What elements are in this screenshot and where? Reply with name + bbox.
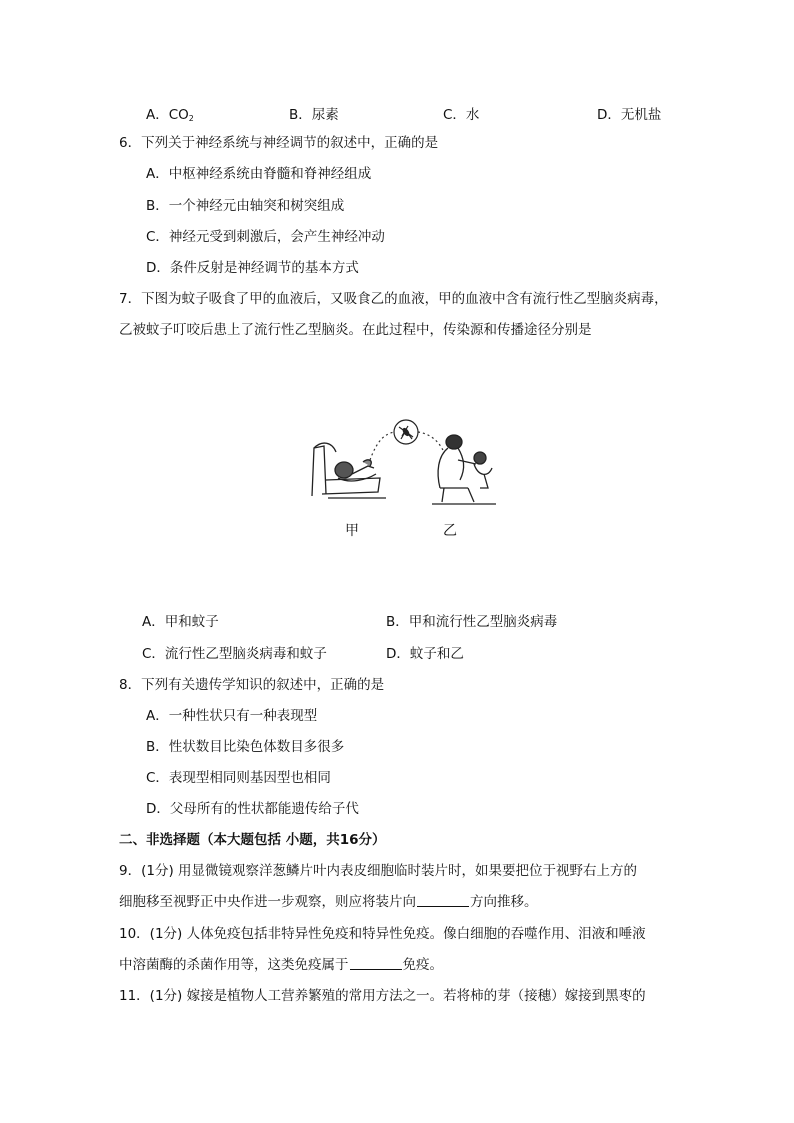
mosquito-transmission-illustration — [308, 418, 498, 508]
q8-stem: 8．下列有关遗传学知识的叙述中，正确的是 — [119, 677, 385, 693]
q8-option-c: C．表现型相同则基因型也相同 — [146, 770, 331, 786]
q8-option-b: B．性状数目比染色体数目多很多 — [146, 739, 345, 755]
q10-answer-blank — [350, 957, 402, 970]
q6-option-b: B．一个神经元由轴突和树突组成 — [146, 198, 345, 214]
q9-answer-blank — [417, 894, 469, 907]
q9-line2: 细胞移至视野正中央作进一步观察，则应将装片向 方向推移。 — [119, 894, 538, 910]
q5-option-d: D．无机盐 — [597, 107, 662, 123]
q5-option-a: A．CO2 — [146, 107, 194, 123]
q7-stem-line1: 7．下图为蚊子吸食了甲的血液后，又吸食乙的血液，甲的血液中含有流行性乙型脑炎病毒， — [119, 291, 668, 307]
mosquito-icon — [394, 420, 418, 444]
q7-option-a: A．甲和蚊子 — [142, 614, 219, 630]
q5-option-c: C．水 — [443, 107, 480, 123]
q6-option-a: A．中枢神经系统由脊髓和脊神经组成 — [146, 166, 372, 182]
figure-label-yi: 乙 — [443, 523, 457, 539]
q8-option-d: D．父母所有的性状都能遗传给子代 — [146, 801, 359, 817]
q7-option-c: C．流行性乙型脑炎病毒和蚊子 — [142, 646, 327, 662]
q5-option-b: B．尿素 — [289, 107, 339, 123]
q10-line1: 10．(1分) 人体免疫包括非特异性免疫和特异性免疫。像白细胞的吞噬作用、泪液和唾液 — [119, 926, 646, 942]
q7-stem-line2: 乙被蚊子叮咬后患上了流行性乙型脑炎。在此过程中，传染源和传播途径分别是 — [119, 322, 592, 338]
sleeping-person-icon — [312, 443, 386, 498]
mother-and-child-icon — [432, 435, 496, 504]
q9-line1: 9．(1分) 用显微镜观察洋葱鳞片叶内表皮细胞临时装片时，如果要把位于视野右上方的 — [119, 863, 638, 879]
figure-label-jia: 甲 — [345, 523, 359, 539]
section2-heading: 二、非选择题（本大题包括 小题，共16分） — [119, 832, 386, 848]
q11-line1: 11．(1分) 嫁接是植物人工营养繁殖的常用方法之一。若将柿的芽（接穗）嫁接到黑枣的 — [119, 988, 646, 1004]
q7-option-b: B．甲和流行性乙型脑炎病毒 — [386, 614, 558, 630]
q6-option-c: C．神经元受到刺激后，会产生神经冲动 — [146, 229, 385, 245]
q8-option-a: A．一种性状只有一种表现型 — [146, 708, 318, 724]
q6-stem: 6．下列关于神经系统与神经调节的叙述中，正确的是 — [119, 135, 439, 151]
q6-option-d: D．条件反射是神经调节的基本方式 — [146, 260, 359, 276]
q7-option-d: D．蚊子和乙 — [386, 646, 464, 662]
q10-line2: 中溶菌酶的杀菌作用等，这类免疫属于 免疫。 — [119, 957, 443, 973]
